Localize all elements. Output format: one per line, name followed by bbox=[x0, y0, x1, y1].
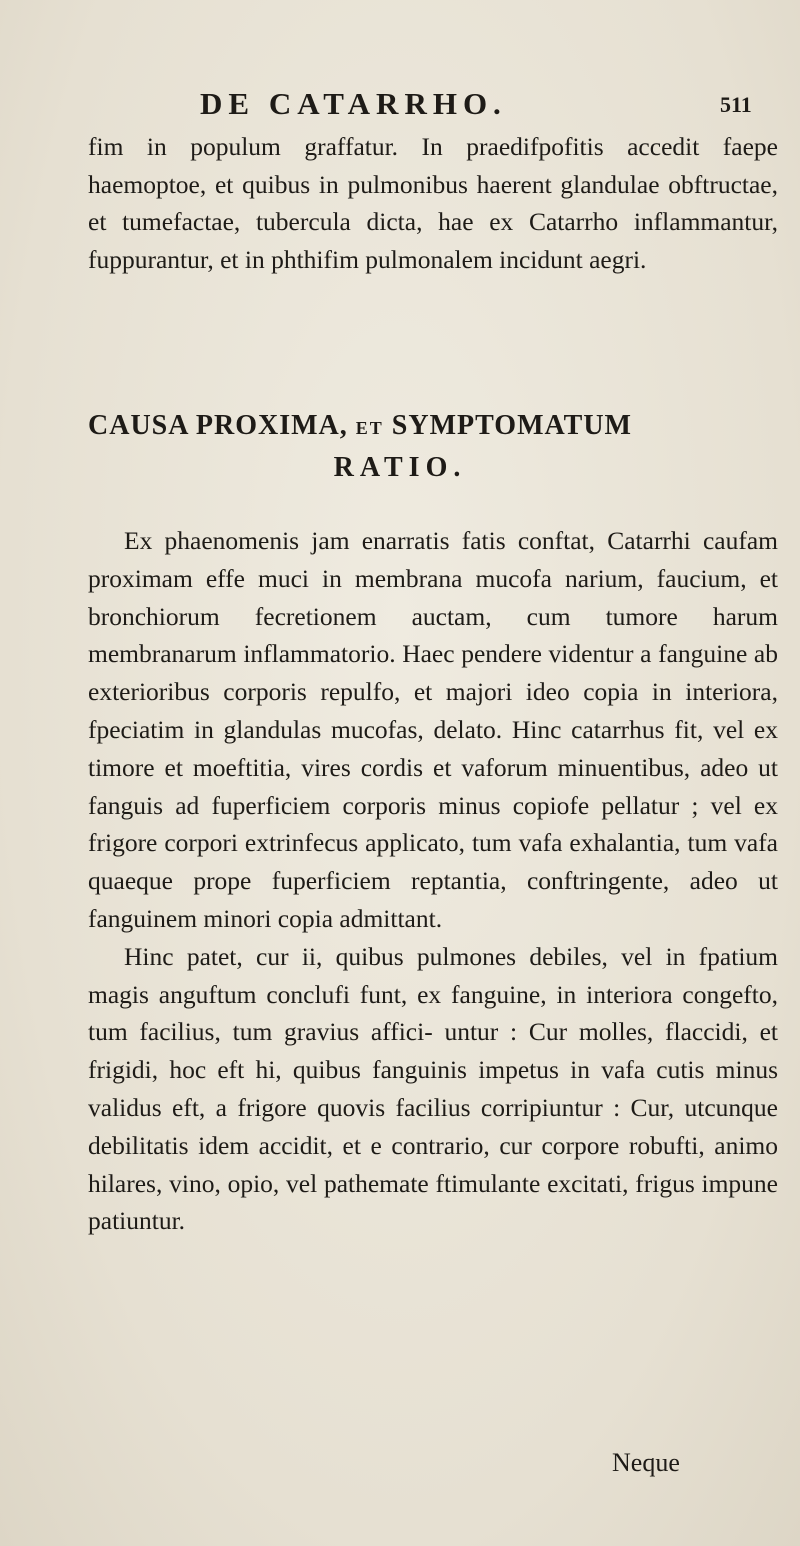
heading-part-2: ET bbox=[355, 418, 384, 438]
text-block-top bbox=[88, 128, 778, 278]
paragraph-causa: Ex phaenomenis jam enarratis fatis conftat, Catarrhi caufam proximam effe muci in membrana mucofa narium, faucium, et bronchiorum fecretionem auctam, cum tumore harum membranarum inflammatorio. Haec pendere videntur a fanguine ab exterioribus corporis repulfo, et majori ideo copia in interiora, fpeciatim in glandulas mucofas, delato. Hinc catarrhus fit, vel ex timore et moeftitia, vires cordis et vaforum minuentibus, adeo ut fanguis ad fuperficiem corporis minus copiofe pellatur ; vel ex frigore corpori extrinfecus applicato, tum vafa exhalantia, tum vafa quaeque prope fuperficiem reptantia, conftringente, adeo ut fanguinem minori copia admittant. bbox=[88, 526, 778, 933]
running-head: DE CATARRHO. bbox=[200, 86, 507, 121]
paragraph-continuation: fim in populum graffatur. In praedifpofitis accedit faepe haemoptoe, et quibus in pulmonibus haerent glandulae obftructae, et tumefactae, tubercula dicta, hae ex Catarrho inflammantur, fuppurantur, et in phthifim pulmonalem incidunt aegri. bbox=[88, 132, 778, 274]
heading-part-3: SYMPTOMATUM bbox=[391, 410, 632, 441]
section-heading-line-2: RATIO. bbox=[333, 452, 467, 483]
section-body bbox=[88, 522, 778, 1240]
paragraph-hinc: Hinc patet, cur ii, quibus pulmones debiles, vel in fpatium magis anguftum conclufi funt, ex fanguine, in interiora congefto, tum facilius, tum gravius affici- untur : Cur molles, flaccidi, et frigidi, hoc eft hi, quibus fanguinis impetus in vafa cutis minus validus eft, a frigore quovis facilius corripiuntur : Cur, utcunque debilitatis idem accidit, et e contrario, cur corpore robufti, animo hilares, vino, opio, vel pathemate ftimulante excitati, frigus impune patiuntur. bbox=[88, 941, 778, 1236]
section-heading bbox=[88, 410, 778, 442]
catchword: Neque bbox=[612, 1448, 680, 1477]
page-number: 511 bbox=[720, 92, 752, 117]
heading-part-1: CAUSA PROXIMA, bbox=[88, 410, 348, 441]
